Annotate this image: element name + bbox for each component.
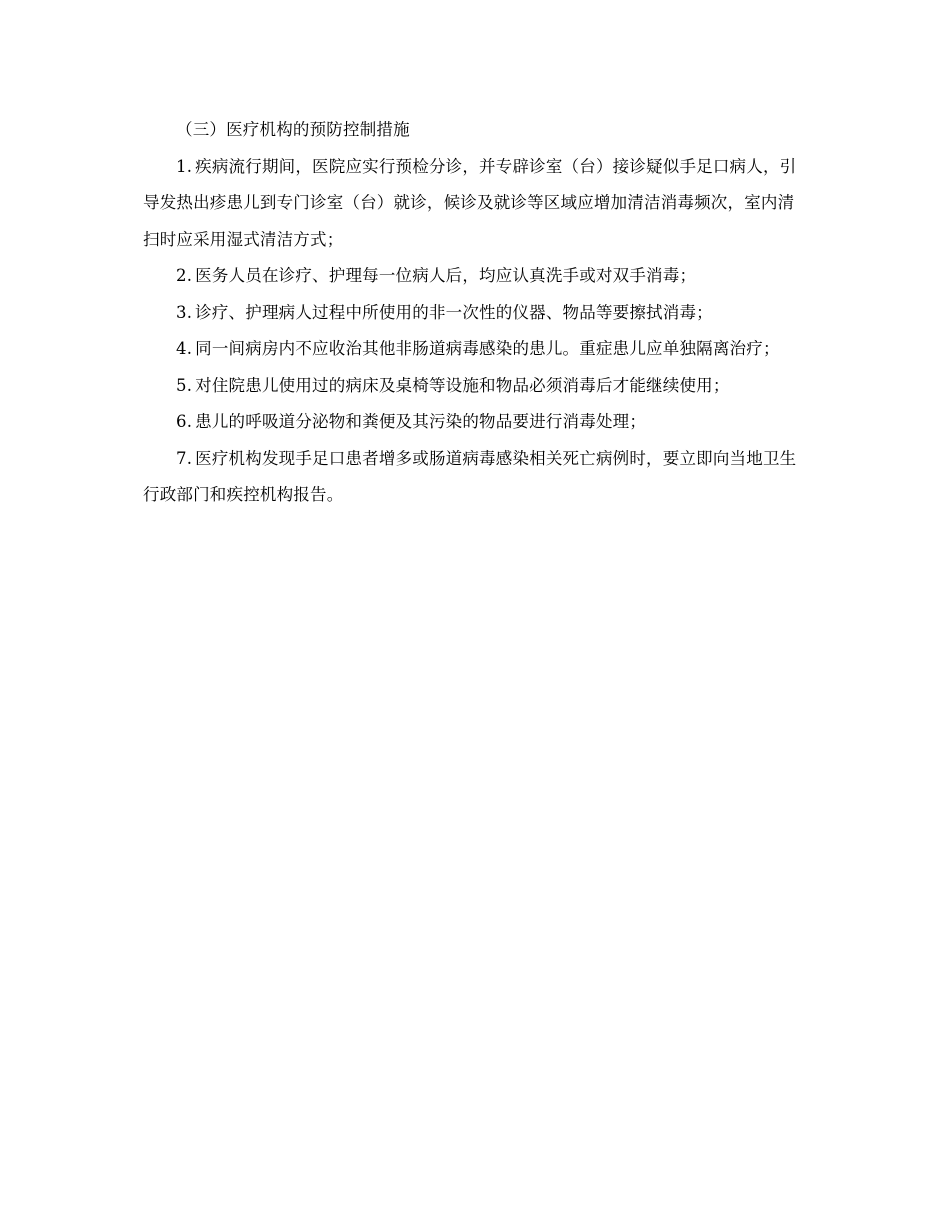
- item-text: 医疗机构发现手足口患者增多或肠道病毒感染相关死亡病例时，要立即向当地卫生行政部门和疾控机构报告。: [143, 448, 797, 504]
- item-number: 4.: [176, 339, 193, 358]
- section-heading: （三）医疗机构的预防控制措施: [176, 120, 410, 139]
- list-item-2: [143, 258, 806, 295]
- item-text: 患儿的呼吸道分泌物和粪便及其污染的物品要进行消毒处理；: [195, 412, 647, 431]
- list-item-7: [143, 441, 806, 514]
- item-text: 疾病流行期间，医院应实行预检分诊，并专辟诊室（台）接诊疑似手足口病人，引导发热出疹患儿到专门诊室（台）就诊，候诊及就诊等区域应增加清洁消毒频次，室内清扫时应采用湿式清洁方式；: [143, 156, 797, 249]
- item-text: 医务人员在诊疗、护理每一位病人后，均应认真洗手或对双手消毒；: [195, 266, 697, 285]
- item-number: 7.: [176, 448, 193, 468]
- list-item-6: [143, 404, 806, 441]
- list-item-1: [143, 149, 806, 259]
- item-number: 1.: [176, 156, 193, 176]
- item-number: 2.: [176, 266, 193, 285]
- item-text: 对住院患儿使用过的病床及桌椅等设施和物品必须消毒后才能继续使用；: [195, 375, 730, 395]
- item-number: 6.: [176, 412, 193, 431]
- item-number: 5.: [176, 375, 193, 395]
- document-body: [143, 112, 806, 514]
- item-number: 3.: [176, 302, 193, 322]
- list-item-4: [143, 331, 806, 368]
- list-item-3: [143, 295, 806, 332]
- list-item-5: [143, 368, 806, 405]
- item-text: 同一间病房内不应收治其他非肠道病毒感染的患儿。重症患儿应单独隔离治疗；: [195, 339, 780, 358]
- item-text: 诊疗、护理病人过程中所使用的非一次性的仪器、物品等要擦拭消毒；: [195, 302, 713, 322]
